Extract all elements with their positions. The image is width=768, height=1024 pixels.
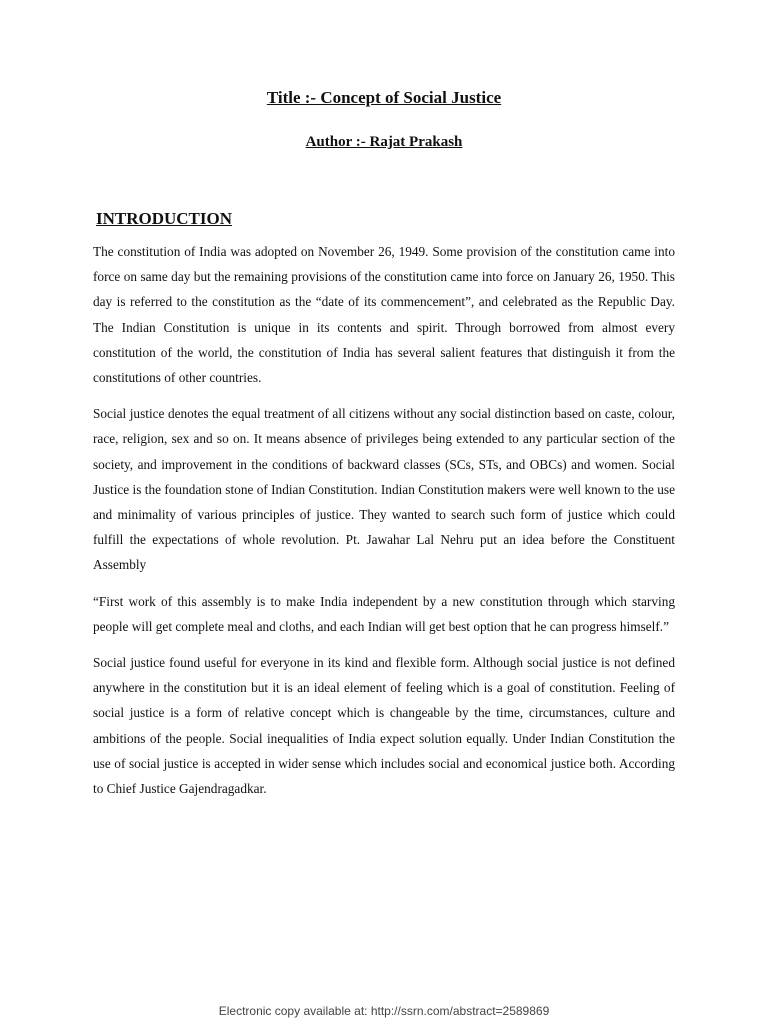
paragraph-4: Social justice found useful for everyone in its kind and flexible form. Although social justice is not defined anywhere in the constitution but it is an ideal element of feeling which is a goal of constitution. Feeling of social justice is a form of relative concept which is changeable by the time, circumstances, culture and ambitions of the people. Social inequalities of India expect solution equally. Under Indian Constitution the use of social justice is accepted in wider sense which includes social and economical justice both. According to Chief Justice Gajendragadkar. bbox=[93, 655, 675, 797]
paragraph-2: Social justice denotes the equal treatment of all citizens without any social distinction based on caste, colour, race, religion, sex and so on. It means absence of privileges being extended to any particular section of the society, and improvement in the conditions of backward classes (SCs, STs, and OBCs) and women. Social Justice is the foundation stone of Indian Constitution. Indian Constitution makers were well known to the use and minimality of various principles of justice. They wanted to search such form of justice which could fulfill the expectations of whole revolution. Pt. Jawahar Lal Nehru put an idea before the Constituent Assembly bbox=[93, 406, 675, 573]
document-author: Author :- Rajat Prakash bbox=[305, 134, 463, 150]
document-body bbox=[93, 239, 675, 812]
footer-ssrn-notice: Electronic copy available at: http://ssrn.com/abstract=2589869 bbox=[218, 1004, 550, 1018]
document-title: Title :- Concept of Social Justice bbox=[266, 88, 502, 107]
paragraph-1: The constitution of India was adopted on November 26, 1949. Some provision of the constitution came into force on same day but the remaining provisions of the constitution came into force on January 26, 1950. This day is referred to the constitution as the “date of its commencement”, and celebrated as the Republic Day. The Indian Constitution is unique in its contents and spirit. Through borrowed from almost every constitution of the world, the constitution of India has several salient features that distinguish it from the constitutions of other countries. bbox=[93, 244, 675, 386]
section-heading-introduction: INTRODUCTION bbox=[96, 209, 233, 228]
paragraph-quote: “First work of this assembly is to make India independent by a new constitution through which starving people will get complete meal and cloths, and each Indian will get best option that he can progress himself.” bbox=[93, 593, 675, 634]
